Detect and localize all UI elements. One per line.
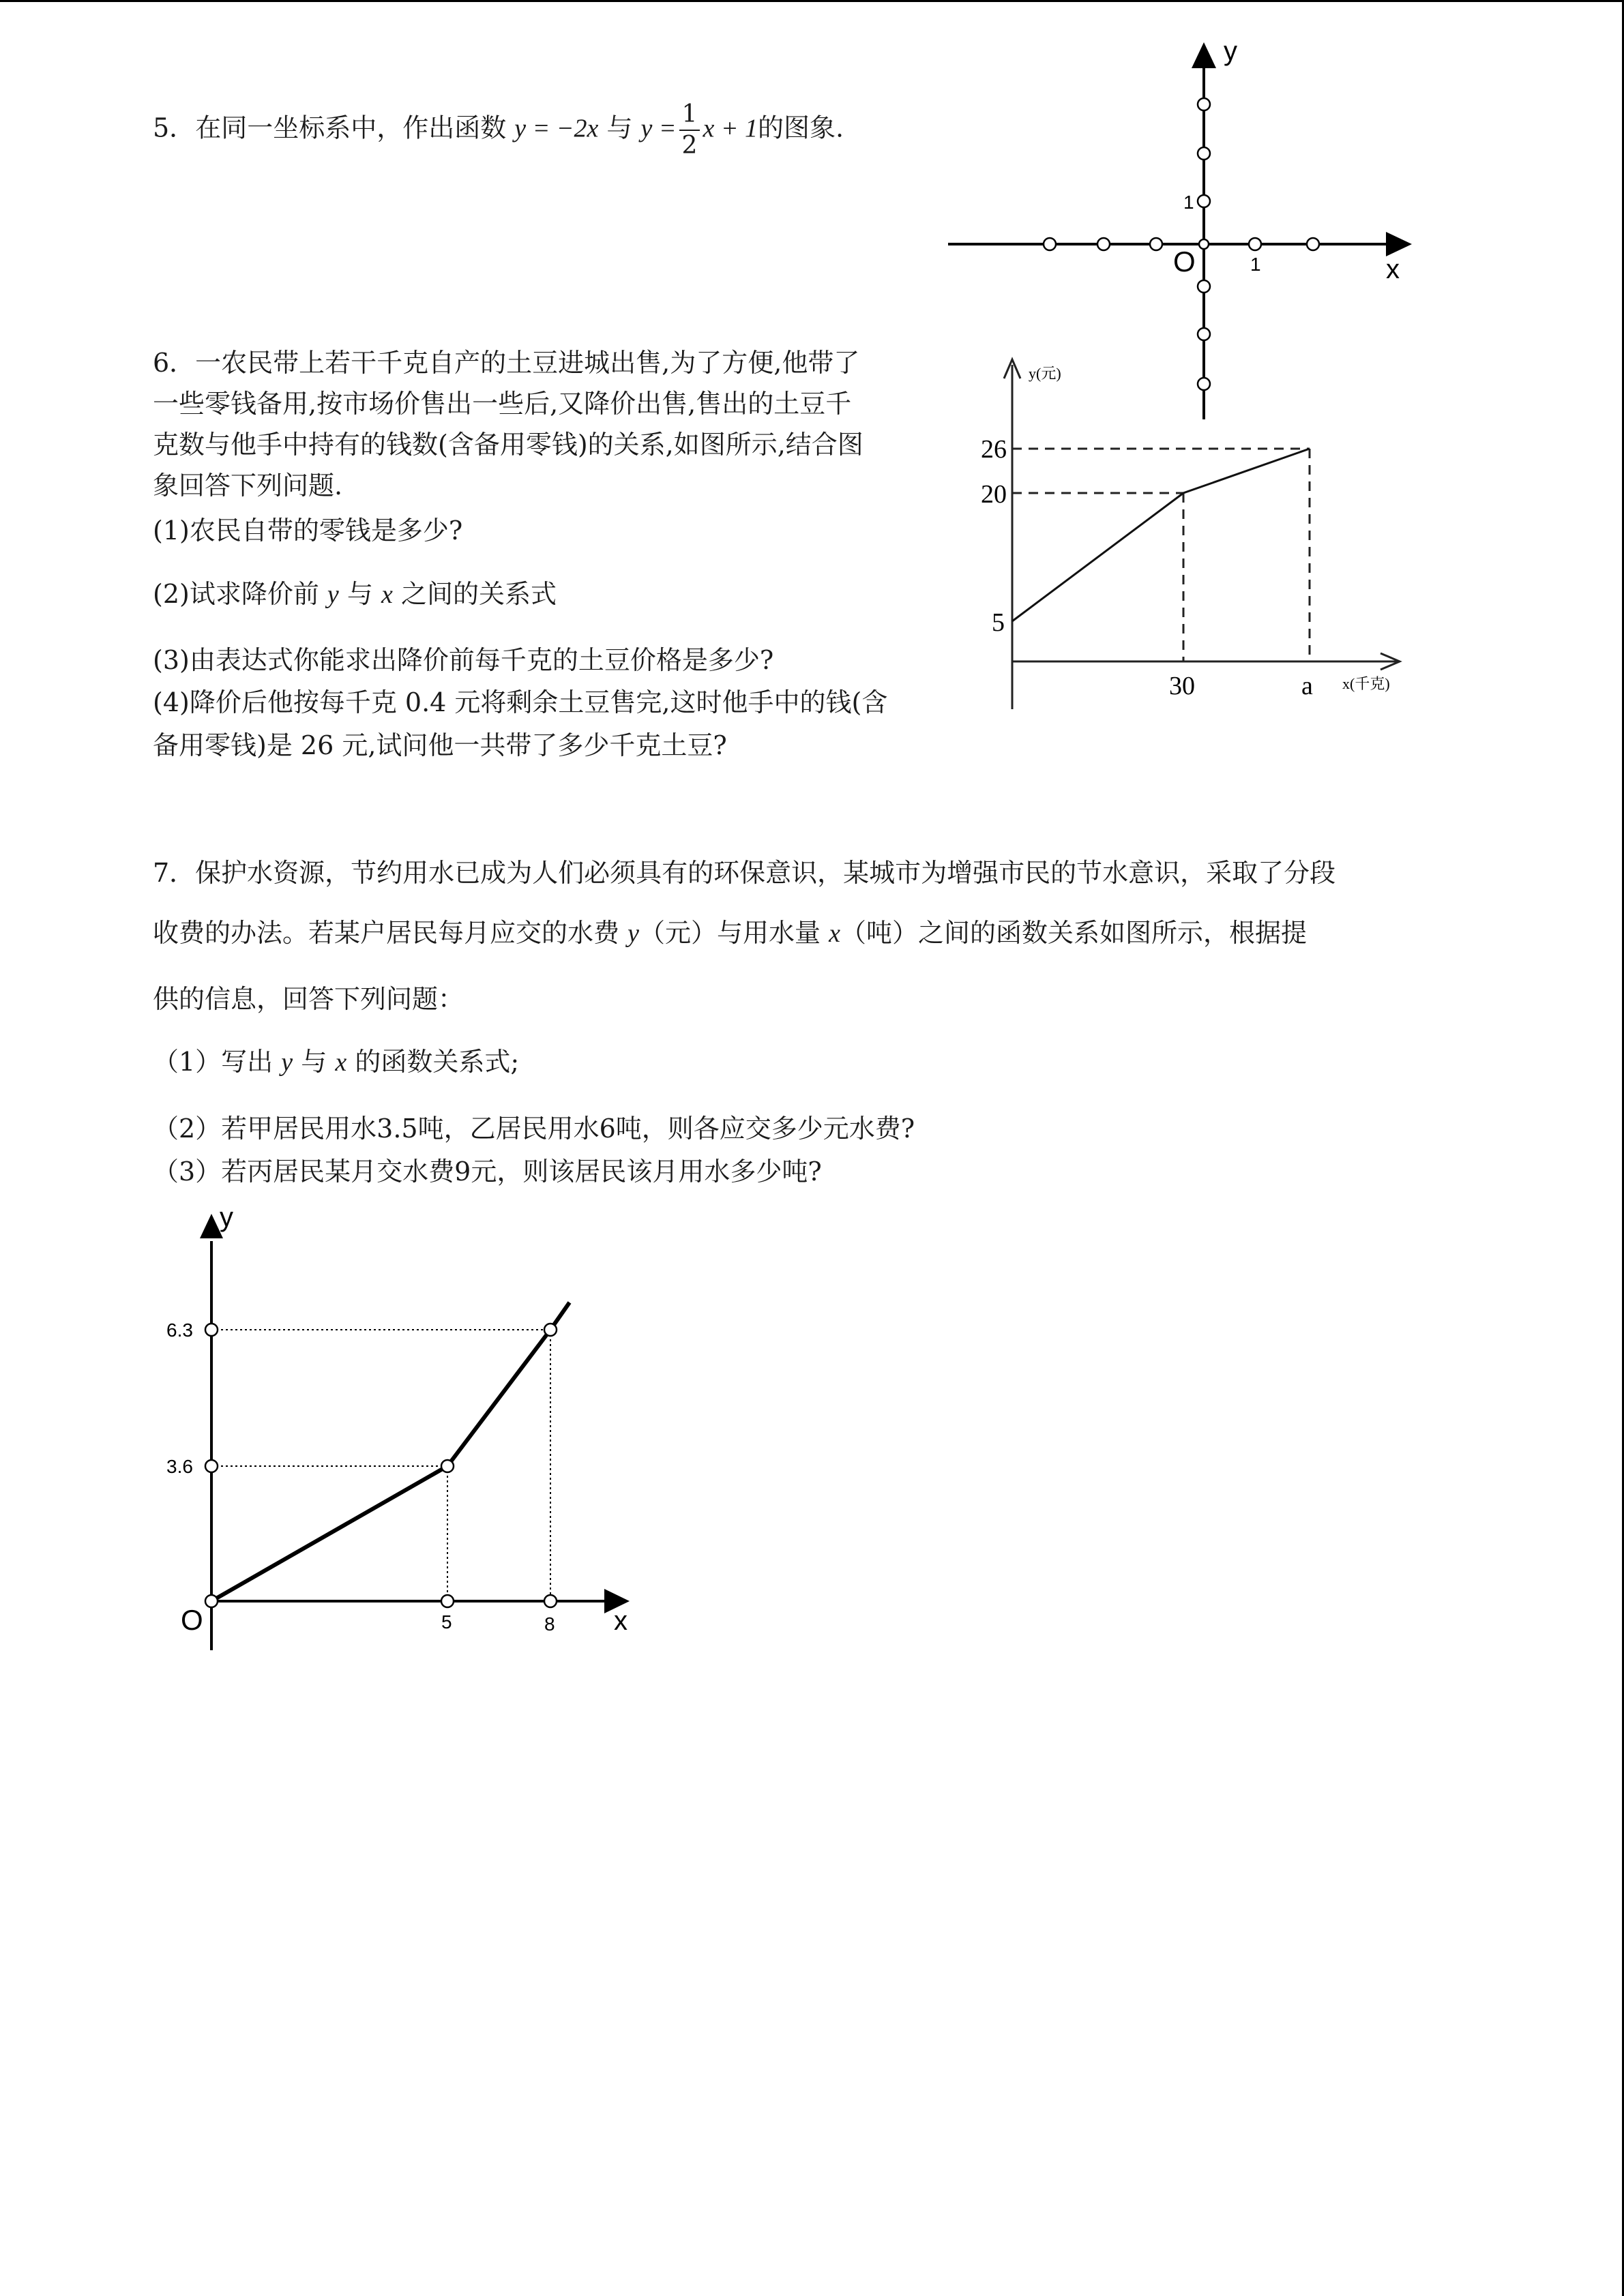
question-6-part-3: (3)由表达式你能求出降价前每千克的土豆价格是多少? <box>153 645 774 675</box>
question-7-line: 供的信息，回答下列问题： <box>153 984 464 1014</box>
question-text: （元）与用水量 <box>638 918 821 948</box>
question-text: (2)试求降价前 <box>153 579 319 609</box>
fraction-one-half <box>679 102 700 158</box>
x-tick-circle <box>1249 238 1261 250</box>
y-axis-arrow-icon <box>1192 42 1216 68</box>
fee-line <box>211 1302 570 1601</box>
y-tick-circle <box>1198 280 1210 293</box>
y-tick-circle <box>1198 98 1210 110</box>
question-7-line: 7．保护水资源，节约用水已成为人们必须具有的环保意识，某城市为增强市民的节水意识，采取了分段 <box>153 858 1336 888</box>
fraction-numerator: 1 <box>679 102 700 131</box>
y-axis-label: y <box>220 1202 233 1232</box>
y-tick-label: 26 <box>981 435 1007 464</box>
x-axis-label: x <box>1386 254 1400 284</box>
x-axis-arrow-icon <box>1386 232 1412 256</box>
x-axis-label: x <box>614 1606 628 1636</box>
x-tick-circle <box>441 1595 454 1607</box>
question-number: 5． <box>153 113 196 143</box>
question-text: （1）写出 <box>153 1047 274 1077</box>
guide-lines <box>211 1330 550 1601</box>
origin-label: O <box>181 1604 203 1636</box>
x-axis-label: x(千克) <box>1342 675 1390 692</box>
question-text: 的函数关系式; <box>355 1047 520 1077</box>
variable-x: x <box>381 580 393 609</box>
equation-1: y = −2x <box>514 114 599 143</box>
y-axis-label: y(元) <box>1029 365 1061 382</box>
variable-x: x <box>829 919 840 948</box>
question-6-line: 6．一农民带上若干千克自产的土豆进城出售,为了方便,他带了 <box>153 348 860 378</box>
question-6-line: 克数与他手中持有的钱数(含备用零钱)的关系,如图所示,结合图 <box>153 430 863 460</box>
x-tick-label: 8 <box>544 1613 555 1635</box>
question-6-part-4: 备用零钱)是 26 元,试问他一共带了多少千克土豆? <box>153 730 727 760</box>
x-tick-circle <box>1307 238 1319 250</box>
x-tick-label: 5 <box>441 1611 452 1632</box>
question-6-line: 一些零钱备用,按市场价售出一些后,又降价出售,售出的土豆千 <box>153 389 852 419</box>
x-tick-circle <box>1150 238 1162 250</box>
y-tick-label: 6.3 <box>166 1320 193 1341</box>
question-text: 与 <box>346 579 373 609</box>
question-6-part-4: (4)降价后他按每千克 0.4 元将剩余土豆售完,这时他手中的钱(含 <box>153 687 888 717</box>
key-points <box>205 1324 557 1607</box>
x-tick-label: 30 <box>1169 672 1195 700</box>
y-tick-circle <box>1198 328 1210 340</box>
y-tick-circle <box>1198 147 1210 160</box>
question-text: 收费的办法。若某户居民每月应交的水费 <box>153 918 620 948</box>
question-7-part-2: （2）若甲居民用水3.5吨，乙居民用水6吨，则各应交多少元水费? <box>153 1114 915 1144</box>
question-text: 与 <box>301 1047 327 1077</box>
origin-label: O <box>1173 245 1196 278</box>
variable-y: y <box>628 919 639 948</box>
origin-point <box>205 1595 218 1607</box>
question-text: （吨）之间的函数关系如图所示，根据提 <box>840 918 1307 948</box>
variable-y: y <box>327 580 339 609</box>
question-text: 之间的关系式 <box>400 579 557 609</box>
y-tick-label: 3.6 <box>166 1456 193 1477</box>
variable-y: y <box>281 1048 293 1077</box>
x-unit-label: 1 <box>1250 254 1261 275</box>
graph-point <box>441 1460 454 1472</box>
x-tick-circle <box>1044 238 1056 250</box>
graph-point <box>544 1324 557 1336</box>
x-tick-label: a <box>1301 672 1313 700</box>
variable-x: x <box>335 1048 347 1077</box>
origin-point <box>1199 239 1209 249</box>
fraction-denominator: 2 <box>681 132 698 160</box>
question-text: 的图象. <box>757 113 844 143</box>
money-vs-potato-graph <box>962 344 1426 716</box>
question-6-part-2 <box>153 570 557 618</box>
question-7-part-3: （3）若丙居民某月交水费9元，则该居民该月用水多少吨? <box>153 1157 822 1187</box>
question-text: 在同一坐标系中，作出函数 <box>195 113 507 143</box>
y-tick-label: 20 <box>981 480 1007 509</box>
y-axis-label: y <box>1224 36 1237 66</box>
y-tick-circle <box>1198 195 1210 207</box>
question-6-part-1: (1)农民自带的零钱是多少? <box>153 516 463 546</box>
money-line <box>1012 449 1310 621</box>
x-tick-circle <box>544 1595 557 1607</box>
question-7-line <box>153 909 1307 957</box>
equation-2-rhs: x + 1 <box>703 114 758 143</box>
y-tick-circle <box>205 1324 218 1336</box>
question-5 <box>153 102 844 158</box>
equation-2-lhs: y = <box>640 114 677 143</box>
y-tick-circle <box>205 1460 218 1472</box>
y-tick-label: 5 <box>992 608 1005 637</box>
y-unit-label: 1 <box>1183 192 1194 213</box>
question-text: 与 <box>606 113 633 143</box>
water-fee-graph <box>150 1193 668 1657</box>
question-6-line: 象回答下列问题. <box>153 471 343 501</box>
guide-lines <box>1012 449 1310 661</box>
question-7-part-1 <box>153 1038 519 1086</box>
x-tick-circle <box>1097 238 1110 250</box>
